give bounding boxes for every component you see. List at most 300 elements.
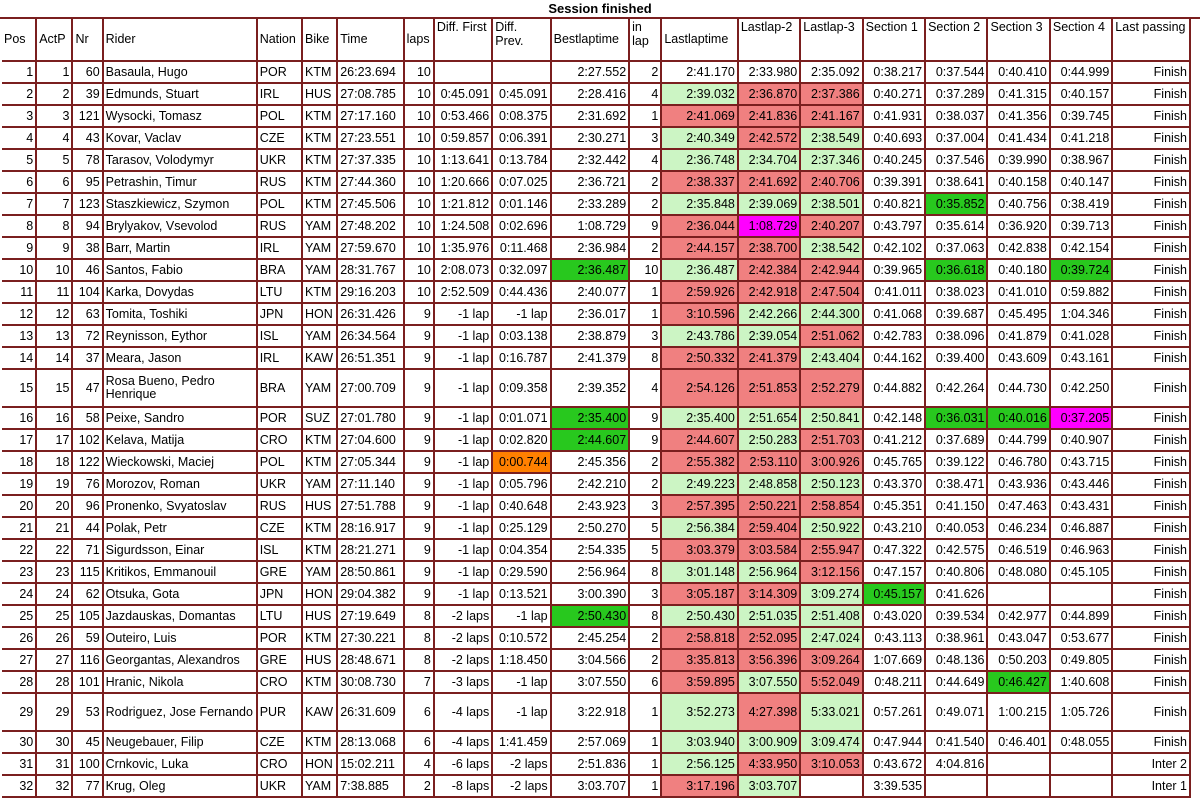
table-row[interactable] (2, 539, 1190, 561)
section-3-cell: 0:42.838 (987, 237, 1049, 259)
lastlap-2-cell: 3:03.707 (738, 775, 800, 797)
lastlaptime-cell: 3:05.187 (661, 583, 738, 605)
col-header-section-3[interactable] (987, 19, 1049, 61)
nation-cell: RUS (257, 495, 302, 517)
last-passing-cell: Finish (1112, 303, 1190, 325)
pos-cell: 5 (2, 149, 36, 171)
diff-first-cell: -8 laps (434, 775, 492, 797)
table-row[interactable] (2, 561, 1190, 583)
section-2-cell: 0:41.626 (925, 583, 987, 605)
nation-cell: UKR (257, 775, 302, 797)
bestlaptime-cell: 1:08.729 (551, 215, 630, 237)
pos-cell: 26 (2, 627, 36, 649)
section-4-cell: 0:38.967 (1050, 149, 1112, 171)
table-row[interactable] (2, 105, 1190, 127)
last-passing-cell: Finish (1112, 671, 1190, 693)
pos-cell: 30 (2, 731, 36, 753)
actp-cell: 13 (36, 325, 72, 347)
diff-prev-cell: 0:32.097 (492, 259, 550, 281)
rider-cell: Tarasov, Volodymyr (103, 149, 257, 171)
section-2-cell: 0:36.618 (925, 259, 987, 281)
section-4-cell: 0:39.745 (1050, 105, 1112, 127)
diff-first-cell: 1:20.666 (434, 171, 492, 193)
table-row[interactable] (2, 237, 1190, 259)
table-row[interactable] (2, 127, 1190, 149)
section-3-cell: 0:46.780 (987, 451, 1049, 473)
lastlap-3-cell: 2:38.501 (800, 193, 862, 215)
table-row[interactable] (2, 259, 1190, 281)
in-lap-cell: 5 (629, 539, 661, 561)
lastlap-2-cell: 2:52.095 (738, 627, 800, 649)
in-lap-cell: 3 (629, 495, 661, 517)
table-row[interactable] (2, 193, 1190, 215)
lastlap-2-cell: 3:03.584 (738, 539, 800, 561)
lastlap-2-cell: 3:14.309 (738, 583, 800, 605)
lastlap-3-cell: 2:52.279 (800, 369, 862, 407)
actp-cell: 11 (36, 281, 72, 303)
col-header-lastlap-3[interactable] (800, 19, 862, 61)
in-lap-cell: 2 (629, 627, 661, 649)
bike-cell: KTM (302, 127, 337, 149)
time-cell: 27:48.202 (337, 215, 403, 237)
table-row[interactable] (2, 671, 1190, 693)
diff-prev-cell (492, 61, 550, 83)
bestlaptime-cell: 2:50.270 (551, 517, 630, 539)
bestlaptime-cell: 3:07.550 (551, 671, 630, 693)
time-cell: 27:01.780 (337, 407, 403, 429)
nr-cell: 116 (72, 649, 102, 671)
time-cell: 15:02.211 (337, 753, 403, 775)
nation-cell: POR (257, 61, 302, 83)
table-row[interactable] (2, 753, 1190, 775)
col-header-lastlaptime[interactable]: Lastlaptime (661, 19, 738, 61)
table-row[interactable] (2, 369, 1190, 407)
rider-cell: Barr, Martin (103, 237, 257, 259)
rider-cell: Kritikos, Emmanouil (103, 561, 257, 583)
laps-cell: 10 (404, 105, 434, 127)
actp-cell: 15 (36, 369, 72, 407)
in-lap-cell: 2 (629, 473, 661, 495)
bike-cell: YAM (302, 325, 337, 347)
table-row[interactable] (2, 693, 1190, 731)
in-lap-cell: 5 (629, 517, 661, 539)
actp-cell: 3 (36, 105, 72, 127)
nr-cell: 100 (72, 753, 102, 775)
diff-prev-cell: 0:13.521 (492, 583, 550, 605)
col-header-section-2[interactable] (925, 19, 987, 61)
diff-prev-cell: -1 lap (492, 303, 550, 325)
laps-cell: 4 (404, 753, 434, 775)
rider-cell: Kelava, Matija (103, 429, 257, 451)
diff-prev-cell: 0:08.375 (492, 105, 550, 127)
nr-cell: 62 (72, 583, 102, 605)
rider-cell: Staszkiewicz, Szymon (103, 193, 257, 215)
lastlap-2-cell: 2:41.836 (738, 105, 800, 127)
lastlaptime-cell: 2:41.170 (661, 61, 738, 83)
in-lap-cell: 1 (629, 731, 661, 753)
nation-cell: IRL (257, 237, 302, 259)
lastlap-2-cell: 3:07.550 (738, 671, 800, 693)
table-row[interactable] (2, 649, 1190, 671)
section-1-cell: 0:42.102 (863, 237, 925, 259)
time-cell: 26:31.426 (337, 303, 403, 325)
section-3-cell: 0:44.730 (987, 369, 1049, 407)
section-4-cell: 0:44.999 (1050, 61, 1112, 83)
in-lap-cell: 10 (629, 259, 661, 281)
pos-cell: 25 (2, 605, 36, 627)
nation-cell: UKR (257, 149, 302, 171)
col-header-pos[interactable]: Pos (2, 19, 36, 61)
laps-cell: 8 (404, 627, 434, 649)
lastlap-3-cell: 2:37.386 (800, 83, 862, 105)
lastlaptime-cell: 2:39.032 (661, 83, 738, 105)
bike-cell: KTM (302, 193, 337, 215)
bestlaptime-cell: 2:56.964 (551, 561, 630, 583)
actp-cell: 28 (36, 671, 72, 693)
lastlap-3-cell: 2:38.549 (800, 127, 862, 149)
col-header-section-4[interactable] (1050, 19, 1112, 61)
table-row[interactable] (2, 303, 1190, 325)
section-1-cell: 0:41.011 (863, 281, 925, 303)
diff-prev-cell: 0:05.796 (492, 473, 550, 495)
rider-cell: Rosa Bueno, Pedro Henrique (103, 369, 257, 407)
laps-cell: 9 (404, 583, 434, 605)
lastlap-2-cell: 2:39.054 (738, 325, 800, 347)
bike-cell: KTM (302, 171, 337, 193)
col-header-last-passing[interactable] (1112, 19, 1190, 61)
col-header-section-1[interactable] (863, 19, 925, 61)
nr-cell: 58 (72, 407, 102, 429)
col-header-laps[interactable]: laps (404, 19, 434, 61)
table-row[interactable] (2, 215, 1190, 237)
results-body (2, 61, 1190, 797)
diff-prev-cell: 0:44.436 (492, 281, 550, 303)
lastlap-2-cell: 3:00.909 (738, 731, 800, 753)
table-row[interactable] (2, 83, 1190, 105)
section-4-cell: 0:43.431 (1050, 495, 1112, 517)
col-header-nation[interactable]: Nation (257, 19, 302, 61)
actp-cell: 1 (36, 61, 72, 83)
table-row[interactable] (2, 325, 1190, 347)
nation-cell: BRA (257, 259, 302, 281)
time-cell: 26:34.564 (337, 325, 403, 347)
col-header-time[interactable]: Time (337, 19, 403, 61)
time-cell: 27:11.140 (337, 473, 403, 495)
section-1-cell: 0:43.210 (863, 517, 925, 539)
section-3-cell: 0:44.799 (987, 429, 1049, 451)
lastlap-3-cell: 2:50.841 (800, 407, 862, 429)
laps-cell: 10 (404, 193, 434, 215)
bestlaptime-cell: 2:39.352 (551, 369, 630, 407)
col-header-in-lap[interactable] (629, 19, 661, 61)
lastlap-3-cell: 2:47.504 (800, 281, 862, 303)
table-row[interactable] (2, 583, 1190, 605)
in-lap-cell: 2 (629, 61, 661, 83)
section-3-cell: 0:40.410 (987, 61, 1049, 83)
laps-cell: 9 (404, 517, 434, 539)
pos-cell: 8 (2, 215, 36, 237)
diff-first-cell: -1 lap (434, 561, 492, 583)
section-1-cell: 0:40.271 (863, 83, 925, 105)
results-table (2, 19, 1191, 798)
lastlap-3-cell: 2:35.092 (800, 61, 862, 83)
pos-cell: 17 (2, 429, 36, 451)
lastlap-3-cell: 2:55.947 (800, 539, 862, 561)
time-cell: 27:37.335 (337, 149, 403, 171)
last-passing-cell: Finish (1112, 539, 1190, 561)
rider-cell: Peixe, Sandro (103, 407, 257, 429)
section-1-cell: 0:47.944 (863, 731, 925, 753)
in-lap-cell: 9 (629, 215, 661, 237)
diff-prev-cell: -1 lap (492, 671, 550, 693)
diff-prev-cell: 0:00.744 (492, 451, 550, 473)
time-cell: 27:59.670 (337, 237, 403, 259)
table-row[interactable] (2, 171, 1190, 193)
lastlap-2-cell: 2:42.918 (738, 281, 800, 303)
laps-cell: 10 (404, 171, 434, 193)
in-lap-cell: 2 (629, 237, 661, 259)
nation-cell: CZE (257, 517, 302, 539)
nation-cell: UKR (257, 473, 302, 495)
col-header-lastlap-2[interactable] (738, 19, 800, 61)
bestlaptime-cell: 2:36.984 (551, 237, 630, 259)
diff-first-cell: 1:24.508 (434, 215, 492, 237)
diff-prev-cell: 0:02.820 (492, 429, 550, 451)
lastlap-3-cell: 2:41.167 (800, 105, 862, 127)
lastlaptime-cell: 2:36.487 (661, 259, 738, 281)
section-2-cell: 0:35.614 (925, 215, 987, 237)
in-lap-cell: 3 (629, 127, 661, 149)
time-cell: 27:05.344 (337, 451, 403, 473)
lastlap-2-cell: 2:36.870 (738, 83, 800, 105)
bike-cell: KTM (302, 149, 337, 171)
section-2-cell: 0:37.289 (925, 83, 987, 105)
laps-cell: 9 (404, 369, 434, 407)
section-1-cell: 0:40.245 (863, 149, 925, 171)
diff-first-cell: 0:53.466 (434, 105, 492, 127)
section-2-cell: 0:42.575 (925, 539, 987, 561)
rider-cell: Reynisson, Eythor (103, 325, 257, 347)
nr-cell: 59 (72, 627, 102, 649)
nation-cell: IRL (257, 347, 302, 369)
section-4-cell: 1:04.346 (1050, 303, 1112, 325)
last-passing-cell: Finish (1112, 237, 1190, 259)
laps-cell: 10 (404, 281, 434, 303)
rider-cell: Krug, Oleg (103, 775, 257, 797)
rider-cell: Tomita, Toshiki (103, 303, 257, 325)
nr-cell: 121 (72, 105, 102, 127)
last-passing-cell: Finish (1112, 429, 1190, 451)
bestlaptime-cell: 2:31.692 (551, 105, 630, 127)
rider-cell: Crnkovic, Luka (103, 753, 257, 775)
col-header-bike[interactable]: Bike (302, 19, 337, 61)
last-passing-cell: Inter 1 (1112, 775, 1190, 797)
section-2-cell: 0:41.150 (925, 495, 987, 517)
lastlap-3-cell: 3:10.053 (800, 753, 862, 775)
nation-cell: JPN (257, 303, 302, 325)
nation-cell: JPN (257, 583, 302, 605)
nr-cell: 77 (72, 775, 102, 797)
section-3-cell: 1:00.215 (987, 693, 1049, 731)
section-4-cell: 0:45.105 (1050, 561, 1112, 583)
last-passing-cell: Finish (1112, 171, 1190, 193)
actp-cell: 6 (36, 171, 72, 193)
section-1-cell: 0:44.882 (863, 369, 925, 407)
actp-cell: 32 (36, 775, 72, 797)
section-2-cell: 4:04.816 (925, 753, 987, 775)
rider-cell: Brylyakov, Vsevolod (103, 215, 257, 237)
in-lap-cell: 8 (629, 561, 661, 583)
bike-cell: HON (302, 583, 337, 605)
section-3-cell: 0:47.463 (987, 495, 1049, 517)
lastlaptime-cell: 2:41.069 (661, 105, 738, 127)
lastlaptime-cell: 2:56.384 (661, 517, 738, 539)
pos-cell: 21 (2, 517, 36, 539)
lastlap-3-cell: 2:40.207 (800, 215, 862, 237)
lastlap-2-cell: 2:51.654 (738, 407, 800, 429)
table-row[interactable] (2, 605, 1190, 627)
time-cell: 26:23.694 (337, 61, 403, 83)
bike-cell: HON (302, 303, 337, 325)
laps-cell: 9 (404, 303, 434, 325)
bike-cell: YAM (302, 369, 337, 407)
table-row[interactable] (2, 495, 1190, 517)
bestlaptime-cell: 2:27.552 (551, 61, 630, 83)
col-header-diff-prev[interactable] (492, 19, 550, 61)
diff-first-cell: -1 lap (434, 539, 492, 561)
pos-cell: 28 (2, 671, 36, 693)
col-header-diff-first[interactable] (434, 19, 492, 61)
actp-cell: 9 (36, 237, 72, 259)
lastlap-2-cell: 2:42.266 (738, 303, 800, 325)
section-3-cell: 0:40.158 (987, 171, 1049, 193)
lastlap-3-cell: 2:51.408 (800, 605, 862, 627)
header-row (2, 19, 1190, 61)
laps-cell: 9 (404, 495, 434, 517)
section-3-cell: 0:41.879 (987, 325, 1049, 347)
lastlap-2-cell: 2:34.704 (738, 149, 800, 171)
rider-cell: Hranic, Nikola (103, 671, 257, 693)
time-cell: 27:23.551 (337, 127, 403, 149)
last-passing-cell: Finish (1112, 325, 1190, 347)
laps-cell: 10 (404, 237, 434, 259)
nr-cell: 44 (72, 517, 102, 539)
table-row[interactable] (2, 517, 1190, 539)
table-row[interactable] (2, 731, 1190, 753)
section-2-cell: 0:40.806 (925, 561, 987, 583)
table-row[interactable] (2, 149, 1190, 171)
section-1-cell: 0:39.965 (863, 259, 925, 281)
lastlap-2-cell: 1:08.729 (738, 215, 800, 237)
pos-cell: 27 (2, 649, 36, 671)
diff-first-cell: -1 lap (434, 407, 492, 429)
bestlaptime-cell: 2:51.836 (551, 753, 630, 775)
diff-prev-cell: 1:41.459 (492, 731, 550, 753)
bike-cell: YAM (302, 775, 337, 797)
section-3-cell: 0:43.609 (987, 347, 1049, 369)
bike-cell: KTM (302, 429, 337, 451)
last-passing-cell: Finish (1112, 281, 1190, 303)
rider-cell: Petrashin, Timur (103, 171, 257, 193)
diff-first-cell: -1 lap (434, 517, 492, 539)
nation-cell: GRE (257, 649, 302, 671)
lastlap-3-cell: 2:43.404 (800, 347, 862, 369)
section-4-cell: 0:42.154 (1050, 237, 1112, 259)
table-row[interactable] (2, 473, 1190, 495)
lastlaptime-cell: 2:38.337 (661, 171, 738, 193)
nr-cell: 53 (72, 693, 102, 731)
diff-prev-cell: 0:07.025 (492, 171, 550, 193)
lastlap-3-cell: 5:33.021 (800, 693, 862, 731)
time-cell: 28:48.671 (337, 649, 403, 671)
actp-cell: 26 (36, 627, 72, 649)
diff-prev-cell: -1 lap (492, 605, 550, 627)
time-cell: 28:21.271 (337, 539, 403, 561)
nr-cell: 39 (72, 83, 102, 105)
col-header-nr[interactable]: Nr (72, 19, 102, 61)
table-row[interactable] (2, 627, 1190, 649)
lastlap-3-cell: 2:44.300 (800, 303, 862, 325)
col-header-section-2-label: Section 2 (928, 20, 981, 34)
rider-cell: Jazdauskas, Domantas (103, 605, 257, 627)
lastlap-2-cell: 2:48.858 (738, 473, 800, 495)
nr-cell: 63 (72, 303, 102, 325)
lastlap-3-cell: 3:00.926 (800, 451, 862, 473)
section-4-cell: 0:46.963 (1050, 539, 1112, 561)
table-row[interactable] (2, 281, 1190, 303)
bike-cell: HUS (302, 649, 337, 671)
nr-cell: 115 (72, 561, 102, 583)
pos-cell: 10 (2, 259, 36, 281)
table-row[interactable] (2, 451, 1190, 473)
lastlap-3-cell: 2:47.024 (800, 627, 862, 649)
last-passing-cell: Finish (1112, 105, 1190, 127)
lastlaptime-cell: 2:50.332 (661, 347, 738, 369)
laps-cell: 9 (404, 561, 434, 583)
actp-cell: 4 (36, 127, 72, 149)
col-header-actp[interactable]: ActP (36, 19, 72, 61)
col-header-rider[interactable]: Rider (103, 19, 257, 61)
table-row[interactable] (2, 61, 1190, 83)
section-2-cell: 0:38.471 (925, 473, 987, 495)
table-row[interactable] (2, 407, 1190, 429)
last-passing-cell: Finish (1112, 215, 1190, 237)
actp-cell: 30 (36, 731, 72, 753)
table-row[interactable] (2, 347, 1190, 369)
diff-first-cell: -1 lap (434, 325, 492, 347)
rider-cell: Otsuka, Gota (103, 583, 257, 605)
laps-cell: 8 (404, 605, 434, 627)
last-passing-cell: Finish (1112, 517, 1190, 539)
bestlaptime-cell: 2:36.721 (551, 171, 630, 193)
bestlaptime-cell: 2:36.487 (551, 259, 630, 281)
nr-cell: 105 (72, 605, 102, 627)
bestlaptime-cell: 2:28.416 (551, 83, 630, 105)
actp-cell: 24 (36, 583, 72, 605)
section-3-cell: 0:46.401 (987, 731, 1049, 753)
lastlaptime-cell: 2:35.848 (661, 193, 738, 215)
diff-first-cell: -2 laps (434, 605, 492, 627)
laps-cell: 7 (404, 671, 434, 693)
table-row[interactable] (2, 429, 1190, 451)
col-header-section-1-label: Section 1 (865, 20, 918, 34)
section-4-cell: 0:46.887 (1050, 517, 1112, 539)
last-passing-cell: Finish (1112, 605, 1190, 627)
last-passing-cell: Finish (1112, 649, 1190, 671)
lastlaptime-cell: 2:59.926 (661, 281, 738, 303)
lastlap-3-cell: 2:58.854 (800, 495, 862, 517)
col-header-bestlaptime[interactable]: Bestlaptime (551, 19, 630, 61)
